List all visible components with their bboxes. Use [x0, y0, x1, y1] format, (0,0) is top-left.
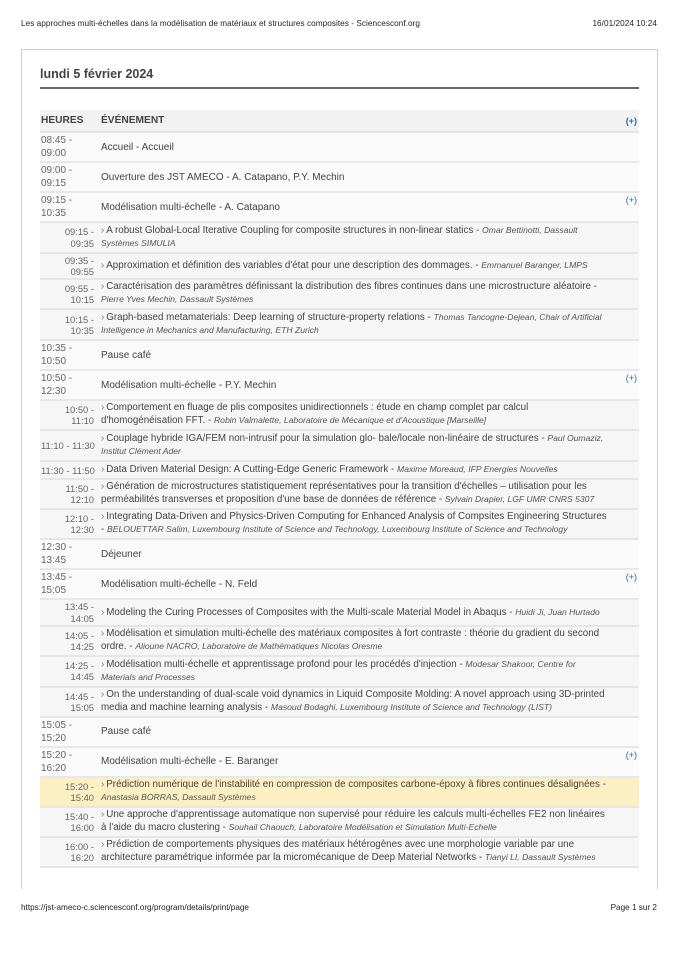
session-title: Modélisation multi-échelle - N. Feld: [101, 578, 258, 590]
talk-details: [101, 400, 639, 430]
talk-row: [40, 626, 639, 656]
session-row: [40, 370, 639, 400]
session-row: [40, 747, 639, 777]
chevron-right-icon: ›: [101, 778, 105, 790]
session-row: [40, 569, 639, 599]
session-title: Pause café: [101, 726, 152, 738]
time-end: 14:05: [70, 612, 94, 624]
talk-title[interactable]: Modélisation multi-échelle et apprentissage profond pour les procédés d'injection -: [106, 658, 466, 670]
empty-cell: [609, 162, 639, 192]
chevron-right-icon: ›: [101, 808, 105, 820]
session-title: Pause café: [101, 349, 152, 361]
talk-details: [101, 222, 639, 253]
chevron-right-icon: ›: [101, 838, 105, 850]
talk-details: [101, 687, 639, 717]
talk-row: [40, 807, 639, 837]
time-start: 14:45 -: [64, 690, 94, 702]
chevron-right-icon: ›: [101, 688, 105, 700]
time-end: 11:10: [71, 415, 94, 427]
empty-cell: [609, 340, 639, 370]
talk-authors: Alioune NACRO, Laboratoire de Mathématiques Nicolas Oresme: [135, 640, 383, 651]
talk-title[interactable]: Approximation et définition des variables d'état pour une description des dommages. -: [106, 260, 482, 272]
time-start: 13:45 -: [41, 572, 73, 584]
chevron-right-icon: ›: [101, 464, 105, 476]
talk-time: [40, 687, 101, 717]
chevron-right-icon: ›: [101, 481, 105, 493]
empty-cell: [609, 539, 639, 569]
time-start: 08:45 -: [41, 135, 73, 146]
time-start: 10:50 -: [41, 373, 73, 385]
talk-row-highlighted: [40, 777, 639, 807]
print-url: https://jst-ameco-c.sciencesconf.org/program/details/print/page: [21, 903, 249, 912]
talk-title[interactable]: Graph-based metamaterials: Deep learning of structure-property relations -: [106, 312, 434, 324]
print-footer: [21, 903, 657, 912]
time-start: 15:20 -: [41, 749, 73, 761]
session-row: [40, 717, 639, 747]
empty-cell: [609, 717, 639, 747]
print-datetime: 16/01/2024 10:24: [592, 19, 657, 28]
talk-time: [40, 222, 101, 253]
session-time: [40, 717, 101, 747]
chevron-right-icon: ›: [101, 260, 105, 272]
talk-authors: Thomas Tancogne-Dejean, Chair of Artificial Intelligence in Mechanics and Manufacturing, ETH Zurich: [101, 312, 602, 336]
talk-title[interactable]: Couplage hybride IGA/FEM non-intrusif pour la simulation glo- bale/locale non-linéaire de structures -: [106, 433, 548, 445]
talk-title[interactable]: On the understanding of dual-scale void dynamics in Liquid Composite Molding: A novel approach using 3D-printed media and machine learning analysis -: [101, 688, 605, 713]
session-title: Modélisation multi-échelle - P.Y. Mechin: [101, 379, 277, 391]
time-start: 15:05 -: [41, 719, 73, 731]
talk-details: [101, 807, 639, 837]
talk-details: [101, 777, 639, 807]
talk-row: [40, 837, 639, 867]
time-end: 09:35: [70, 237, 94, 249]
talk-time: [40, 626, 101, 656]
col-header-time: HEURES: [41, 115, 84, 126]
talk-time: [40, 309, 101, 340]
talk-time: [40, 253, 101, 279]
time-end: 14:45: [70, 671, 94, 683]
talk-title[interactable]: Modélisation et simulation multi-échelle des matériaux composites à fort contraste : théorie du gradient du second ordre. -: [101, 627, 600, 652]
expand-session-toggle[interactable]: (+): [625, 195, 637, 205]
time-start: 09:15 -: [41, 195, 73, 206]
time-end: 09:15: [41, 178, 67, 189]
talk-authors: Modesar Shakoor, Centre for Materials and Processes: [101, 658, 576, 682]
time-end: 16:20: [41, 762, 67, 774]
session-row: [40, 340, 639, 370]
expand-all-toggle[interactable]: (+): [625, 115, 637, 126]
talk-row: [40, 479, 639, 509]
session-time: [40, 569, 101, 599]
talk-time: [40, 837, 101, 867]
talk-authors: Maxime Moreaud, IFP Energies Nouvelles: [397, 464, 558, 475]
time-end: 09:55: [70, 266, 94, 278]
talk-authors: Souhail Chaouch, Laboratoire Modélisation et Simulation Multi-Echelle: [228, 821, 497, 832]
talk-row: [40, 253, 639, 279]
talk-authors: Huidi Ji, Juan Hurtado: [515, 606, 600, 617]
talk-details: [101, 509, 639, 539]
talk-authors: Omar Bettinotti, Dassault Systèmes SIMULIA: [101, 225, 578, 248]
talk-title[interactable]: Génération de microstructures statistiquement représentatives pour la transition d'échelles – utilisation pour les perméabilités transverses et proposition d'une base de données de référence -: [101, 481, 587, 506]
talk-authors: Tianyi LI, Dassault Systèmes: [484, 851, 596, 862]
time-start: 12:30 -: [41, 542, 73, 554]
print-page-title: Les approches multi-échelles dans la modélisation de matériaux et structures composites - Sciencesconf.org: [21, 19, 420, 28]
talk-details: [101, 253, 639, 279]
talk-title[interactable]: Comportement en fluage de plis composites unidirectionnels : étude en champ complet par calcul d'homogénéisation FFT. -: [101, 402, 529, 427]
time-end: 13:45: [41, 555, 67, 567]
program-table: [40, 110, 639, 868]
time-end: 12:30: [41, 386, 67, 398]
time-end: 15:05: [41, 585, 67, 597]
session-row: [40, 162, 639, 192]
talk-authors: Pierre Yves Mechin, Dassault Systèmes: [101, 294, 254, 305]
talk-title[interactable]: Integrating Data-Driven and Physics-Driven Computing for Enhanced Analysis of Compsites Engineering Structures -: [101, 511, 607, 536]
chevron-right-icon: ›: [101, 402, 105, 414]
talk-authors: Paul Oumaziz, Institut Clément Ader: [101, 433, 604, 457]
time-end: 16:20: [70, 851, 94, 863]
day-title: lundi 5 février 2024: [40, 67, 639, 89]
time-start: 14:25 -: [64, 660, 94, 672]
time-start: 13:45 -: [64, 601, 94, 613]
session-time: [40, 747, 101, 777]
program-rows: [40, 132, 639, 867]
table-header: [40, 110, 639, 132]
talk-time: 11:30 - 11:50: [41, 464, 95, 476]
time-start: 09:55 -: [64, 283, 94, 295]
talk-title[interactable]: Caractérisation des paramètres définissant la distribution des fibres continues dans une microstructure aléatoire -: [106, 281, 597, 293]
talk-row: [40, 461, 639, 479]
talk-time: [40, 509, 101, 539]
talk-title[interactable]: Prédiction numérique de l'instabilité en compression de composites carbone-époxy à fibres continues désalignées -: [106, 778, 606, 790]
talk-authors: Sylvain Drapier, LGF UMR CNRS 5307: [444, 494, 595, 505]
talk-details: [101, 479, 639, 509]
chevron-right-icon: ›: [101, 511, 105, 523]
time-start: 09:00 -: [41, 165, 73, 176]
chevron-right-icon: ›: [101, 281, 105, 293]
time-start: 16:00 -: [64, 840, 94, 852]
time-start: 12:10 -: [64, 513, 94, 525]
talk-authors: Anastasia BORRAS, Dassault Systèmes: [101, 791, 256, 802]
session-title: Ouverture des JST AMECO - A. Catapano, P.Y. Mechin: [101, 171, 345, 183]
time-start: 09:15 -: [64, 226, 94, 238]
time-end: 12:30: [70, 524, 94, 536]
talk-row: [40, 656, 639, 687]
time-end: 15:40: [70, 791, 94, 803]
session-title: Déjeuner: [101, 548, 142, 560]
talk-time: [40, 656, 101, 687]
chevron-right-icon: ›: [101, 658, 105, 670]
talk-time: [40, 599, 101, 625]
talk-row: [40, 430, 639, 461]
session-row: [40, 192, 639, 222]
time-end: 15:05: [70, 701, 94, 713]
talk-details: [101, 430, 639, 461]
talk-row: [40, 400, 639, 430]
talk-time: [40, 807, 101, 837]
talk-title[interactable]: A robust Global-Local Iterative Coupling for composite structures in non-linear statics -: [106, 225, 482, 236]
time-end: 14:25: [70, 640, 94, 652]
chevron-right-icon: ›: [101, 312, 105, 324]
talk-time: [40, 479, 101, 509]
talk-title[interactable]: Data Driven Material Design: A Cutting-Edge Generic Framework -: [106, 464, 398, 476]
time-start: 15:40 -: [64, 810, 94, 822]
session-title: Modélisation multi-échelle - A. Catapano: [101, 201, 280, 213]
session-row: [40, 539, 639, 569]
session-row: [40, 132, 639, 162]
expand-session-toggle[interactable]: (+): [625, 749, 637, 760]
time-end: 12:10: [70, 494, 94, 506]
chevron-right-icon: ›: [101, 225, 105, 236]
session-time: [40, 539, 101, 569]
talk-time: 11:10 - 11:30: [41, 440, 95, 452]
talk-details: [101, 656, 639, 687]
time-end: 10:50: [41, 356, 67, 368]
print-header: [21, 19, 657, 28]
time-start: 10:35 -: [41, 343, 73, 355]
time-start: 15:20 -: [64, 780, 94, 792]
time-start: 11:50 -: [65, 483, 94, 495]
expand-session-toggle[interactable]: (+): [625, 572, 637, 583]
time-end: 15:20: [41, 732, 67, 744]
talk-time: [40, 777, 101, 807]
talk-authors: Emmanuel Baranger, LMPS: [481, 260, 588, 271]
col-header-event: ÉVÉNEMENT: [101, 115, 165, 126]
talk-title[interactable]: Modeling the Curing Processes of Composites with the Multi-scale Material Model in Abaqus -: [106, 606, 516, 618]
talk-authors: Robin Valmalette, Laboratoire de Mécanique et d'Acoustique [Marseille]: [213, 415, 487, 426]
talk-row: [40, 222, 639, 253]
session-time: [40, 340, 101, 370]
talk-time: [40, 279, 101, 309]
time-end: 10:15: [70, 294, 94, 306]
talk-row: [40, 687, 639, 717]
talk-details: [101, 309, 639, 340]
talk-time: [40, 400, 101, 430]
talk-authors: BELOUETTAR Salim, Luxembourg Institute of Science and Technology, Luxembourg Institute of Science and Technology: [106, 524, 568, 535]
time-start: 09:35 -: [64, 255, 94, 266]
session-time: [40, 162, 101, 192]
talk-details: [101, 599, 639, 625]
session-time: [40, 370, 101, 400]
time-end: 10:35: [70, 324, 94, 336]
talk-row: [40, 309, 639, 340]
talk-title[interactable]: Une approche d'apprentissage automatique non supervisé pour réduire les calculs multi-échelles FE2 non linéaires à l'aide du macro clustering -: [101, 808, 605, 833]
talk-details: [101, 461, 639, 479]
talk-authors: Masoud Bodaghi, Luxembourg Institute of Science and Technology (LIST): [270, 701, 552, 712]
expand-session-toggle[interactable]: (+): [625, 373, 637, 384]
time-end: 16:00: [70, 821, 94, 833]
chevron-right-icon: ›: [101, 627, 105, 639]
chevron-right-icon: ›: [101, 606, 105, 618]
talk-row: [40, 509, 639, 539]
session-title: Modélisation multi-échelle - E. Baranger: [101, 756, 279, 768]
talk-details: [101, 279, 639, 309]
talk-details: [101, 626, 639, 656]
talk-row: [40, 279, 639, 309]
time-end: 10:35: [41, 208, 67, 219]
time-start: 10:50 -: [64, 404, 94, 416]
talk-details: [101, 837, 639, 867]
talk-title[interactable]: Prédiction de comportements physiques des matériaux hétérogènes avec une morphologie variable par une architecture paramétrique informée par la micromécanique de Deep Material Networks -: [101, 838, 575, 863]
session-title: Accueil - Accueil: [101, 141, 174, 153]
time-start: 14:05 -: [64, 629, 94, 641]
print-page-number: Page 1 sur 2: [610, 903, 657, 912]
session-time: [40, 192, 101, 222]
chevron-right-icon: ›: [101, 433, 105, 445]
time-start: 10:15 -: [64, 313, 94, 325]
time-end: 09:00: [41, 148, 67, 159]
empty-cell: [609, 132, 639, 162]
talk-row: [40, 599, 639, 625]
session-time: [40, 132, 101, 162]
